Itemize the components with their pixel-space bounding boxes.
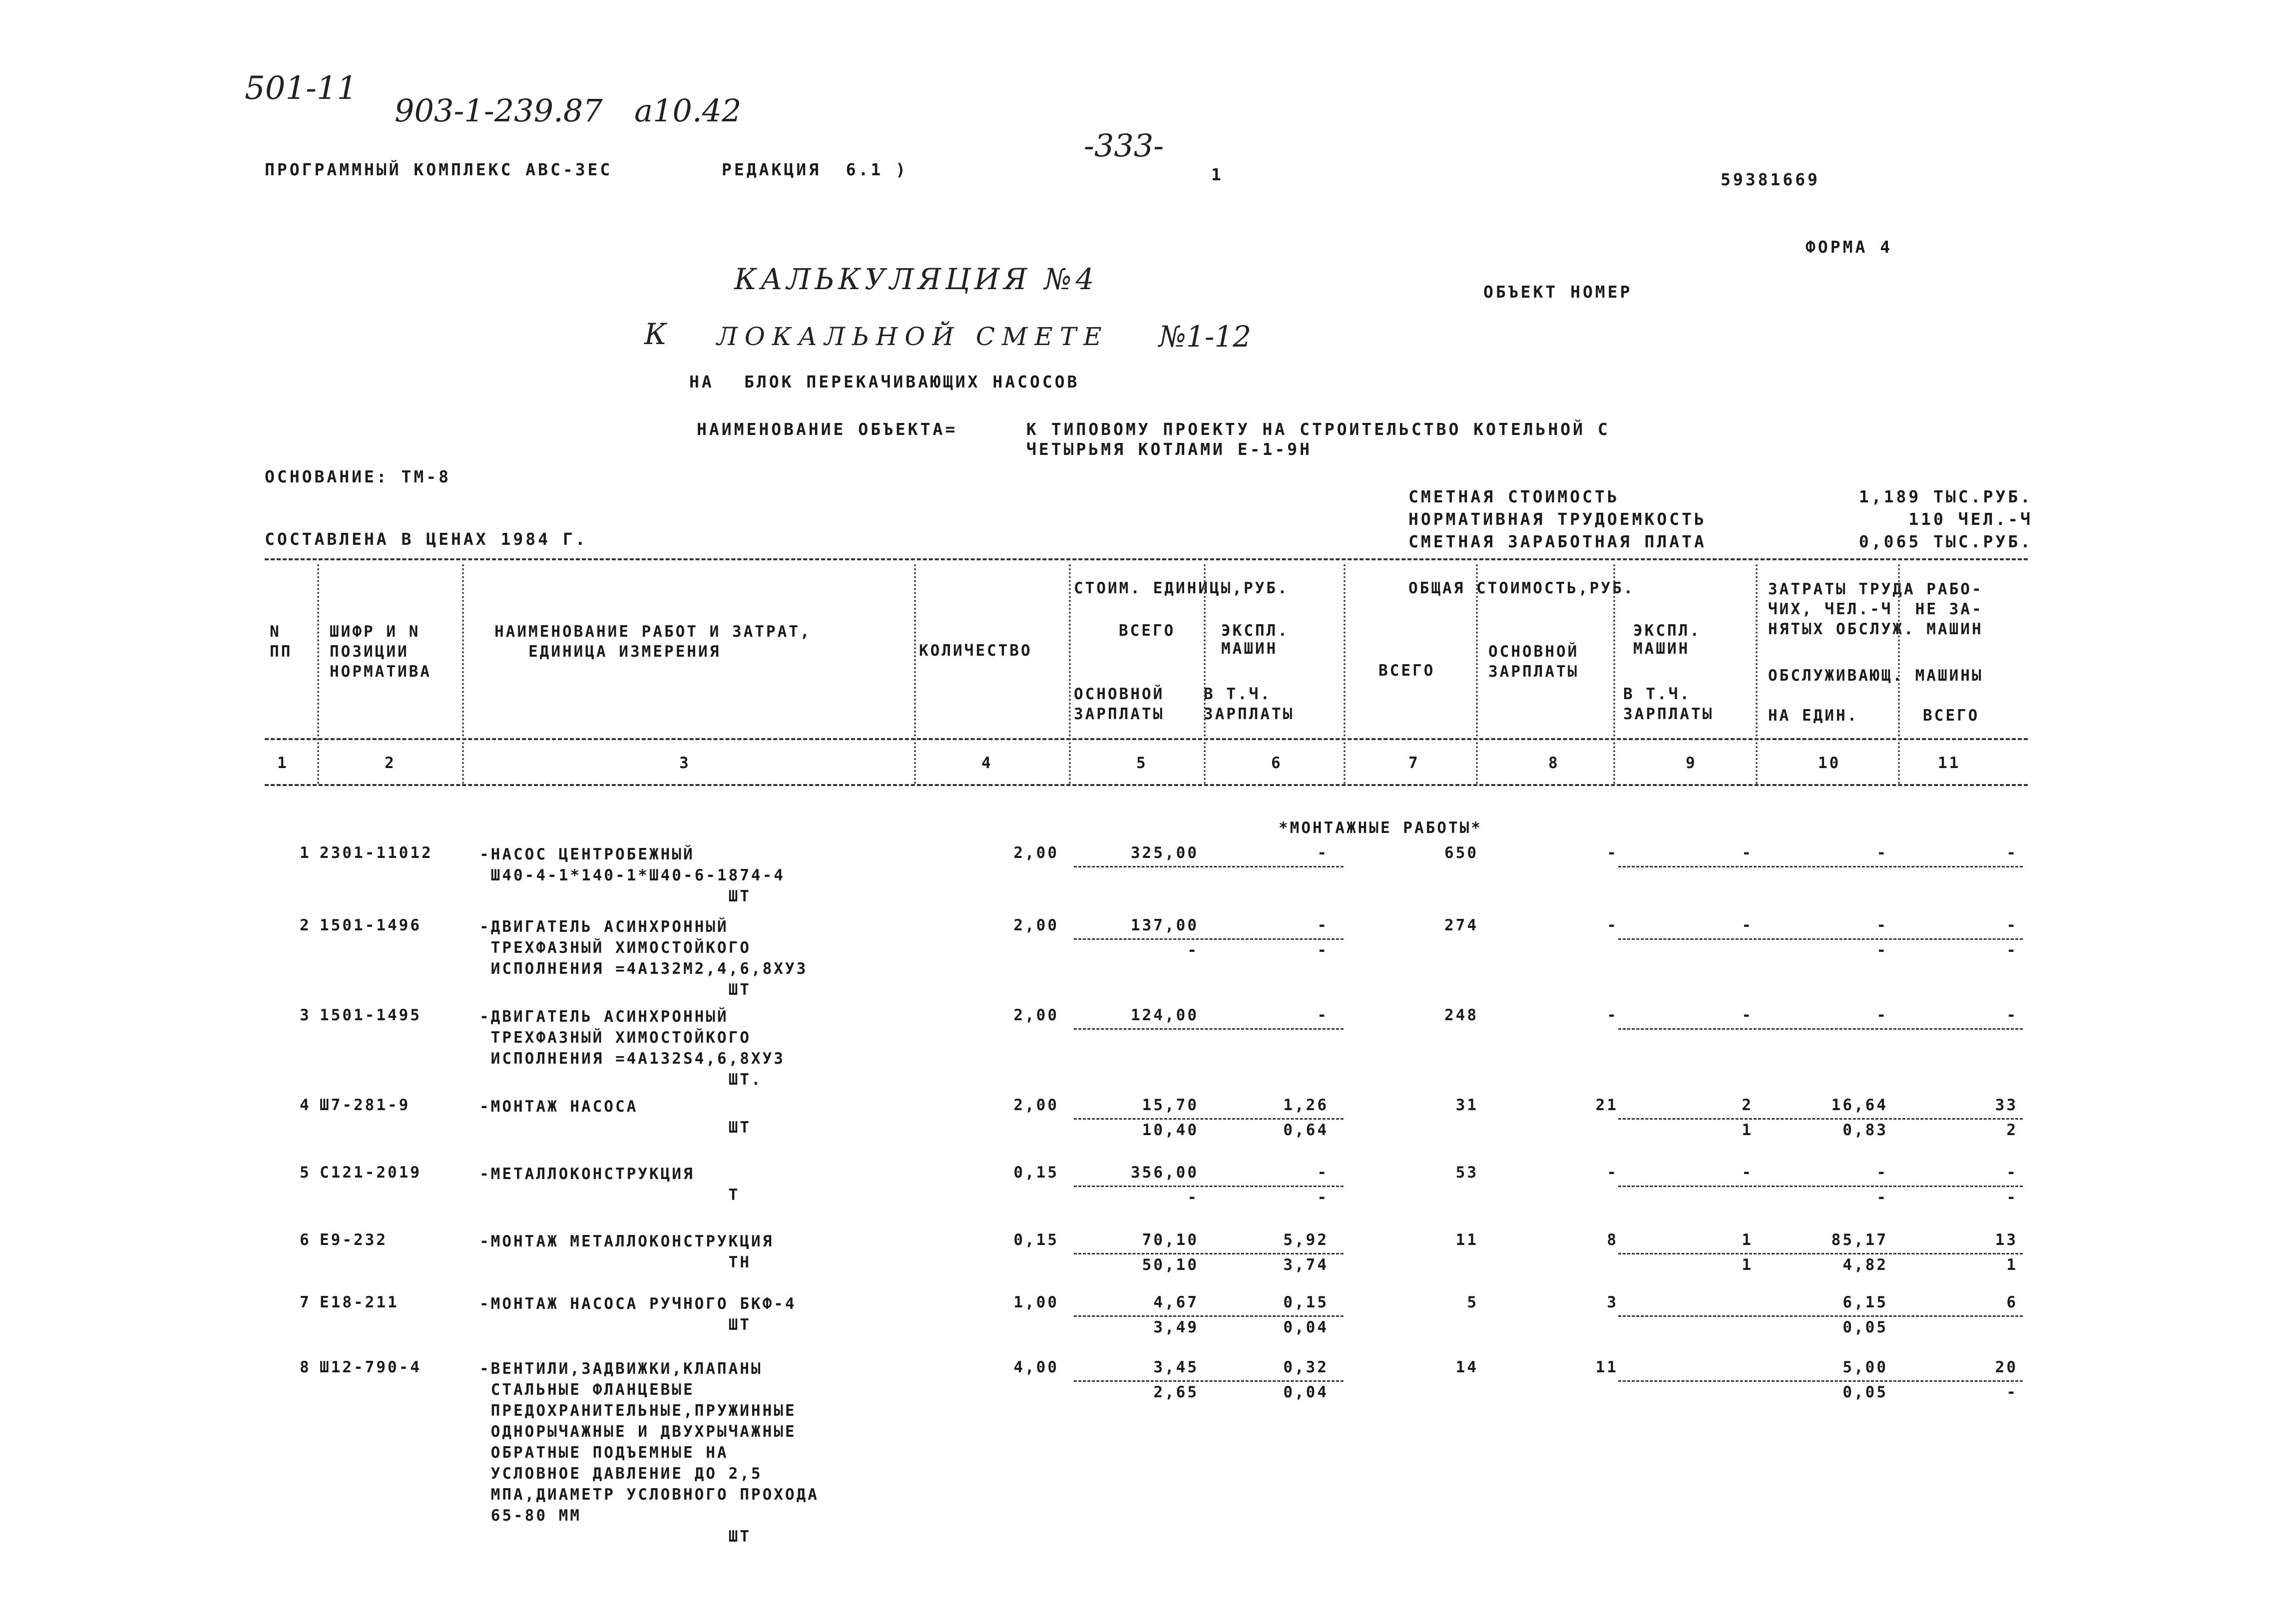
column-separator [1204, 564, 1206, 784]
row-subtotal-rule [1074, 938, 1344, 940]
col-header-code: ШИФР И N ПОЗИЦИИ НОРМАТИВА [330, 623, 432, 681]
col-header-9: ЭКСПЛ. МАШИН [1633, 622, 1701, 658]
handwritten-page-number: -333- [1084, 127, 1164, 164]
row-subtotal-rule [1618, 1380, 2023, 1382]
col-header-7: ВСЕГО [1378, 662, 1435, 680]
column-separator [1476, 564, 1478, 784]
object-block: БЛОК ПЕРЕКАЧИВАЮЩИХ НАСОСОВ [744, 372, 1080, 392]
row-total: 274 [1444, 916, 1478, 934]
row-labor-machine-unit: - [1876, 1189, 1888, 1207]
row-total-machines: - [1742, 1006, 1753, 1024]
row-unit-wages: 50,10 [1142, 1256, 1199, 1274]
row-total-machines: - [1742, 916, 1753, 934]
row-unit-machines: - [1317, 844, 1329, 862]
row-unit-machines: - [1317, 1164, 1329, 1182]
col-number: 3 [679, 754, 691, 772]
row-total: 5 [1467, 1293, 1478, 1311]
row-unit-total: 137,00 [1131, 916, 1199, 934]
summary-label-labor: НОРМАТИВНАЯ ТРУДОЕМКОСТЬ [1408, 509, 1707, 529]
row-total-machine-wages: 1 [1742, 1256, 1753, 1274]
document-code: 59381669 [1721, 170, 1820, 189]
row-name: -МОНТАЖ МЕТАЛЛОКОНСТРУКЦИЯ ТН [479, 1232, 774, 1271]
row-subtotal-rule [1074, 1028, 1344, 1030]
row-code: 1501-1496 [320, 916, 422, 934]
row-total-wages: 3 [1607, 1293, 1618, 1311]
col-header-labor: ЗАТРАТЫ ТРУДА РАБО- ЧИХ, ЧЕЛ.-Ч НЕ ЗА- НЯТЫХ ОБСЛУЖ. МАШИН [1768, 580, 1983, 638]
row-unit-wages: 10,40 [1142, 1121, 1199, 1139]
col-header-labor-machines: ОБСЛУЖИВАЮЩ. МАШИНЫ [1768, 667, 1983, 685]
col-header-6: ЭКСПЛ. МАШИН [1221, 622, 1289, 658]
row-code: 1501-1495 [320, 1006, 422, 1024]
row-number: 4 [300, 1096, 311, 1114]
row-total-wages: 21 [1595, 1096, 1618, 1114]
row-quantity: 2,00 [1013, 844, 1059, 862]
row-subtotal-rule [1074, 1118, 1344, 1120]
row-labor-total: 20 [1995, 1358, 2018, 1376]
row-unit-wages: 3,49 [1153, 1318, 1199, 1336]
sheet-number: 1 [1211, 165, 1224, 184]
row-name: -ВЕНТИЛИ,ЗАДВИЖКИ,КЛАПАНЫ СТАЛЬНЫЕ ФЛАНЦЕВЫЕ ПРЕДОХРАНИТЕЛЬНЫЕ,ПРУЖИННЫЕ ОДНОРЫЧАЖНЫЕ И ДВУХРЫЧАЖНЫЕ ОБРАТНЫЕ ПОДЪЕМНЫЕ НА УСЛОВНОЕ ДАВЛЕНИЕ ДО 2,5 МПА,ДИАМЕТР УСЛОВНОГО ПРОХОДА 65-80 ММ ШТ [479, 1360, 819, 1546]
row-total-wages: - [1607, 916, 1618, 934]
row-subtotal-rule [1618, 866, 2023, 867]
row-subtotal-rule [1074, 1315, 1344, 1317]
row-labor-unit: - [1876, 1006, 1888, 1024]
row-number: 5 [300, 1164, 311, 1182]
row-total-wages: - [1607, 844, 1618, 862]
row-name: -МОНТАЖ НАСОСА РУЧНОГО БКФ-4 ШТ [479, 1295, 797, 1334]
row-unit-machines: - [1317, 1006, 1329, 1024]
row-labor-unit: - [1876, 1164, 1888, 1182]
row-labor-machine-unit: - [1876, 941, 1888, 959]
row-labor-machine-total: - [2006, 1189, 2018, 1207]
edition: РЕДАКЦИЯ 6.1 ) [722, 160, 909, 179]
row-labor-total: - [2006, 1164, 2018, 1182]
row-unit-machine-wages: 0,64 [1283, 1121, 1329, 1139]
row-labor-unit: 6,15 [1842, 1293, 1888, 1311]
row-labor-machine-total: - [2006, 1383, 2018, 1401]
col-header-9b: В Т.Ч. ЗАРПЛАТЫ [1623, 685, 1714, 723]
col-number: 10 [1818, 754, 1841, 772]
row-labor-machine-unit: 0,05 [1842, 1318, 1888, 1336]
row-unit-total: 4,67 [1153, 1293, 1199, 1311]
row-subtotal-rule [1618, 1315, 2023, 1317]
row-labor-machine-total: 1 [2006, 1256, 2018, 1274]
row-total: 14 [1455, 1358, 1478, 1376]
col-header-qty: КОЛИЧЕСТВО [919, 642, 1032, 660]
row-labor-total: - [2006, 1006, 2018, 1024]
row-labor-unit: - [1876, 844, 1888, 862]
col-header-total-cost: ОБЩАЯ СТОИМОСТЬ,РУБ. [1408, 579, 1635, 597]
col-number: 6 [1271, 754, 1283, 772]
row-subtotal-rule [1074, 866, 1344, 867]
row-number: 6 [300, 1231, 311, 1249]
on-label: НА [689, 372, 714, 392]
row-quantity: 2,00 [1013, 1006, 1059, 1024]
to-estimate-prefix: К [644, 317, 667, 351]
row-unit-wages: - [1187, 941, 1199, 959]
row-name: -НАСОС ЦЕНТРОБЕЖНЫЙ Ш40-4-1*140-1*Ш40-6-1874-4 ШТ [479, 845, 785, 905]
row-unit-machines: - [1317, 916, 1329, 934]
object-name-label: НАИМЕНОВАНИЕ ОБЪЕКТА= [697, 419, 958, 439]
row-code: Е18-211 [320, 1293, 399, 1311]
row-unit-total: 356,00 [1131, 1164, 1199, 1182]
prices-basis: СОСТАВЛЕНА В ЦЕНАХ 1984 Г. [265, 529, 588, 549]
row-subtotal-rule [1618, 938, 2023, 940]
row-total-machine-wages: 1 [1742, 1121, 1753, 1139]
column-separator [914, 564, 916, 784]
to-estimate-text: ЛОКАЛЬНОЙ СМЕТЕ [717, 322, 1109, 351]
summary-value-labor: 110 ЧЕЛ.-Ч [1908, 509, 2033, 529]
row-quantity: 2,00 [1013, 916, 1059, 934]
summary-value-cost: 1,189 ТЫС.РУБ. [1858, 487, 2033, 506]
summary-label-cost: СМЕТНАЯ СТОИМОСТЬ [1408, 487, 1620, 506]
row-quantity: 2,00 [1013, 1096, 1059, 1114]
row-unit-machine-wages: - [1317, 941, 1329, 959]
row-number: 2 [300, 916, 311, 934]
row-total: 53 [1455, 1164, 1478, 1182]
row-subtotal-rule [1074, 1253, 1344, 1254]
row-labor-unit: - [1876, 916, 1888, 934]
row-code: Ш7-281-9 [320, 1096, 411, 1114]
row-name: -ДВИГАТЕЛЬ АСИНХРОННЫЙ ТРЕХФАЗНЫЙ ХИМОСТОЙКОГО ИСПОЛНЕНИЯ =4А132М2,4,6,8ХУ3 ШТ [479, 918, 808, 999]
row-unit-machine-wages: - [1317, 1189, 1329, 1207]
row-unit-total: 325,00 [1131, 844, 1199, 862]
object-name-line2: ЧЕТЫРЬМЯ КОТЛАМИ Е-1-9Н [1026, 439, 1312, 459]
row-number: 1 [300, 844, 311, 862]
software-name: ПРОГРАММНЫЙ КОМПЛЕКС АВС-3ЕС [265, 160, 613, 179]
row-quantity: 4,00 [1013, 1358, 1059, 1376]
row-labor-machine-total: - [2006, 941, 2018, 959]
col-header-n: N ПП [270, 623, 293, 661]
handwritten-corner-note: 501-11 [245, 70, 358, 107]
col-header-5b: ОСНОВНОЙ ЗАРПЛАТЫ [1074, 685, 1165, 723]
col-number: 2 [385, 754, 396, 772]
handwritten-album: a10.42 [634, 92, 742, 129]
row-total-wages: - [1607, 1006, 1618, 1024]
row-labor-unit: 85,17 [1831, 1231, 1888, 1249]
col-header-11: ВСЕГО [1923, 707, 1980, 725]
row-total: 248 [1444, 1006, 1478, 1024]
row-labor-unit: 16,64 [1831, 1096, 1888, 1114]
column-separator [1898, 564, 1900, 784]
row-total: 31 [1455, 1096, 1478, 1114]
row-unit-machine-wages: 0,04 [1283, 1383, 1329, 1401]
row-code: С121-2019 [320, 1164, 422, 1182]
col-header-unit-cost: СТОИМ. ЕДИНИЦЫ,РУБ. [1074, 579, 1289, 597]
row-total-machines: 1 [1742, 1231, 1753, 1249]
col-number: 7 [1408, 754, 1420, 772]
col-header-10: НА ЕДИН. [1768, 707, 1859, 725]
row-total-machines: - [1742, 1164, 1753, 1182]
summary-value-wages: 0,065 ТЫС.РУБ. [1858, 532, 2033, 551]
row-name: -МОНТАЖ НАСОСА ШТ [479, 1098, 751, 1137]
handwritten-project-number: 903-1-239.87 [395, 92, 603, 129]
row-subtotal-rule [1074, 1186, 1344, 1187]
row-total-wages: - [1607, 1164, 1618, 1182]
row-code: Е9-232 [320, 1231, 388, 1249]
basis: ОСНОВАНИЕ: ТМ-8 [265, 467, 452, 486]
row-unit-machines: 1,26 [1283, 1096, 1329, 1114]
col-header-name: НАИМЕНОВАНИЕ РАБОТ И ЗАТРАТ, ЕДИНИЦА ИЗМЕРЕНИЯ [494, 623, 812, 661]
row-unit-machines: 0,15 [1283, 1293, 1329, 1311]
row-code: 2301-11012 [320, 844, 433, 862]
header-bottom-rule [265, 738, 2028, 740]
row-name: -МЕТАЛЛОКОНСТРУКЦИЯ Т [479, 1165, 740, 1204]
col-number: 1 [277, 754, 289, 772]
summary-label-wages: СМЕТНАЯ ЗАРАБОТНАЯ ПЛАТА [1408, 532, 1707, 551]
row-total: 650 [1444, 844, 1478, 862]
column-separator [1344, 564, 1346, 784]
row-labor-total: 33 [1995, 1096, 2018, 1114]
row-unit-machine-wages: 3,74 [1283, 1256, 1329, 1274]
form-number: ФОРМА 4 [1806, 237, 1893, 257]
row-unit-total: 124,00 [1131, 1006, 1199, 1024]
row-subtotal-rule [1074, 1380, 1344, 1382]
column-separator [462, 564, 464, 784]
column-separator [1756, 564, 1758, 784]
col-number: 8 [1548, 754, 1560, 772]
col-number: 5 [1136, 754, 1148, 772]
col-header-6b: В Т.Ч. ЗАРПЛАТЫ [1204, 685, 1295, 723]
col-number: 9 [1686, 754, 1697, 772]
row-number: 3 [300, 1006, 311, 1024]
row-unit-total: 15,70 [1142, 1096, 1199, 1114]
row-labor-total: 6 [2006, 1293, 2018, 1311]
col-header-5: ВСЕГО [1119, 622, 1176, 640]
row-total-wages: 8 [1607, 1231, 1618, 1249]
row-name: -ДВИГАТЕЛЬ АСИНХРОННЫЙ ТРЕХФАЗНЫЙ ХИМОСТОЙКОГО ИСПОЛНЕНИЯ =4А132S4,6,8ХУ3 ШТ. [479, 1008, 785, 1089]
table-top-rule [265, 558, 2028, 560]
row-total-machines: - [1742, 844, 1753, 862]
object-number-label: ОБЪЕКТ НОМЕР [1483, 282, 1633, 302]
col-number: 11 [1938, 754, 1961, 772]
calculation-title: КАЛЬКУЛЯЦИЯ №4 [734, 262, 1098, 296]
estimate-number: №1-12 [1159, 320, 1252, 354]
row-labor-total: 13 [1995, 1231, 2018, 1249]
row-unit-machines: 5,92 [1283, 1231, 1329, 1249]
row-number: 8 [300, 1358, 311, 1376]
row-unit-wages: 2,65 [1153, 1383, 1199, 1401]
row-labor-machine-unit: 0,05 [1842, 1383, 1888, 1401]
row-labor-unit: 5,00 [1842, 1358, 1888, 1376]
row-unit-machine-wages: 0,04 [1283, 1318, 1329, 1336]
column-separator [1613, 564, 1615, 784]
row-number: 7 [300, 1293, 311, 1311]
column-separator [317, 564, 319, 784]
row-quantity: 1,00 [1013, 1293, 1059, 1311]
row-code: Ш12-790-4 [320, 1358, 422, 1376]
section-title: *МОНТАЖНЫЕ РАБОТЫ* [1279, 819, 1482, 837]
row-unit-machines: 0,32 [1283, 1358, 1329, 1376]
row-labor-machine-total: 2 [2006, 1121, 2018, 1139]
row-unit-total: 70,10 [1142, 1231, 1199, 1249]
row-total: 11 [1455, 1231, 1478, 1249]
row-quantity: 0,15 [1013, 1164, 1059, 1182]
row-quantity: 0,15 [1013, 1231, 1059, 1249]
row-labor-total: - [2006, 844, 2018, 862]
numbers-bottom-rule [265, 784, 2028, 786]
row-subtotal-rule [1618, 1186, 2023, 1187]
row-labor-machine-unit: 4,82 [1842, 1256, 1888, 1274]
row-labor-total: - [2006, 916, 2018, 934]
col-number: 4 [981, 754, 993, 772]
row-unit-wages: - [1187, 1189, 1199, 1207]
row-unit-total: 3,45 [1153, 1358, 1199, 1376]
row-subtotal-rule [1618, 1253, 2023, 1254]
row-subtotal-rule [1618, 1028, 2023, 1030]
row-total-wages: 11 [1595, 1358, 1618, 1376]
row-subtotal-rule [1618, 1118, 2023, 1120]
col-header-8: ОСНОВНОЙ ЗАРПЛАТЫ [1488, 643, 1579, 681]
object-name-line1: К ТИПОВОМУ ПРОЕКТУ НА СТРОИТЕЛЬСТВО КОТЕЛЬНОЙ С [1026, 419, 1610, 439]
row-total-machines: 2 [1742, 1096, 1753, 1114]
column-separator [1069, 564, 1071, 784]
row-labor-machine-unit: 0,83 [1842, 1121, 1888, 1139]
